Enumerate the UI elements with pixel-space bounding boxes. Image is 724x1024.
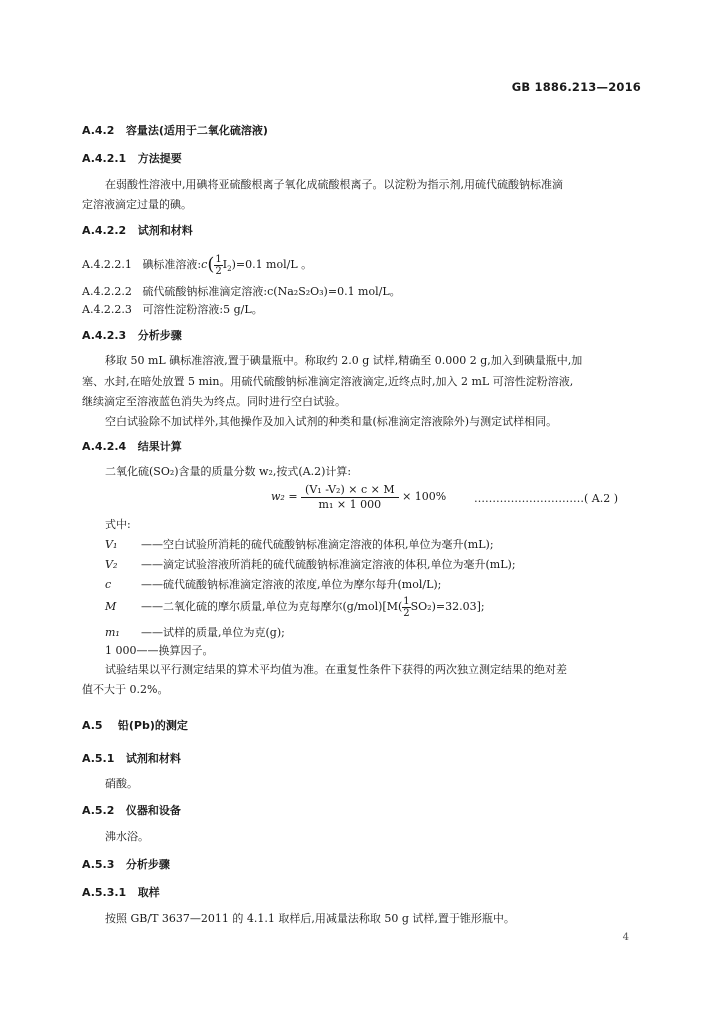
item-number: A.4.2.2.2	[82, 285, 132, 298]
fraction-denominator: 2	[215, 265, 222, 277]
section-number: A.4.2	[82, 124, 115, 137]
formula-tail: × 100%	[402, 490, 447, 503]
section-number: A.5.2	[82, 804, 115, 817]
paragraph-line: 值不大于 0.2%。	[82, 683, 169, 696]
section-number: A.4.2.3	[82, 329, 127, 342]
definition-symbol: 1 000	[105, 644, 137, 657]
section-title: 分析步骤	[137, 329, 182, 342]
definition-text: ——试样的质量,单位为克(g);	[141, 626, 285, 639]
paragraph-line: 定溶液滴定过量的碘。	[82, 198, 192, 211]
reagent-item-3	[82, 299, 263, 320]
section-a423-heading	[82, 327, 182, 343]
paragraph-line: 塞、水封,在暗处放置 5 min。用硫代硫酸钠标准滴定溶液滴定,近终点时,加入 2 mL 可溶性淀粉溶液,	[82, 375, 574, 388]
section-number: A.5	[82, 719, 103, 732]
section-title: 仪器和设备	[125, 804, 181, 817]
definition-symbol: V₂	[105, 558, 118, 571]
item-text: 硫代硫酸钠标准滴定溶液:c(Na₂S₂O₃)=0.1 mol/L。	[142, 285, 401, 298]
fraction	[402, 596, 410, 619]
definition-text: ——空白试验所消耗的硫代硫酸钠标准滴定溶液的体积,单位为毫升(mL);	[141, 538, 494, 551]
section-title: 取样	[137, 886, 160, 899]
paragraph-line: 空白试验除不加试样外,其他操作及加入试剂的种类和量(标准滴定溶液除外)与测定试样相同。	[105, 415, 558, 428]
standard-code: GB 1886.213—2016	[511, 80, 641, 94]
species: I	[222, 258, 228, 271]
definition-text: ——二氧化硫的摩尔质量,单位为克每摩尔(g/mol)[M(	[141, 600, 403, 613]
paragraph-line: 硝酸。	[105, 777, 138, 790]
page-number: 4	[622, 932, 629, 943]
definition-symbol: V₁	[105, 538, 118, 551]
paragraph-line: 按照 GB/T 3637—2011 的 4.1.1 取样后,用减量法称取 50 g 试样,置于锥形瓶中。	[105, 912, 515, 925]
definition-text: ——滴定试验溶液所消耗的硫代硫酸钠标准滴定溶液的体积,单位为毫升(mL);	[141, 558, 516, 571]
section-a531-heading	[82, 884, 160, 900]
formula-fraction	[301, 483, 399, 512]
reagent-item-1	[82, 250, 312, 284]
definition-tail: SO₂)=32.03];	[410, 600, 485, 613]
item-text: 可溶性淀粉溶液:5 g/L。	[142, 303, 263, 316]
paragraph-line: 沸水浴。	[105, 830, 149, 843]
section-title: 试剂和材料	[125, 752, 181, 765]
symbol-c: c	[201, 258, 208, 271]
section-a424-heading	[82, 438, 182, 454]
formula-numerator: (V₁ -V₂) × c × M	[301, 483, 399, 498]
section-title: 铅(Pb)的测定	[117, 719, 188, 732]
paragraph-line: 在弱酸性溶液中,用碘将亚硫酸根离子氧化成硫酸根离子。以淀粉为指示剂,用硫代硫酸钠标准滴	[105, 178, 563, 191]
section-a5-heading	[82, 717, 188, 733]
item-text-tail: )=0.1 mol/L 。	[231, 258, 313, 271]
where-label: 式中:	[105, 518, 131, 531]
definition-symbol: c	[105, 578, 112, 591]
definition-symbol: m₁	[105, 626, 120, 639]
definition-symbol: M	[105, 600, 117, 613]
section-number: A.4.2.4	[82, 440, 127, 453]
item-number: A.4.2.2.1	[82, 258, 132, 271]
definition-v2	[105, 554, 516, 575]
fraction-numerator: 1	[403, 595, 410, 607]
definition-v1	[105, 534, 494, 555]
section-number: A.5.3.1	[82, 886, 127, 899]
section-title: 试剂和材料	[137, 224, 193, 237]
section-number: A.4.2.1	[82, 152, 127, 165]
fraction	[214, 254, 222, 277]
species-subscript: 2	[227, 265, 232, 274]
fraction-denominator: 2	[403, 607, 410, 619]
section-number: A.5.1	[82, 752, 115, 765]
formula-a2	[271, 482, 446, 512]
section-a42-heading	[82, 122, 268, 138]
section-title: 结果计算	[137, 440, 182, 453]
paragraph-line: 移取 50 mL 碘标准溶液,置于碘量瓶中。称取约 2.0 g 试样,精确至 0.000 2 g,加入到碘量瓶中,加	[105, 354, 583, 367]
section-number: A.4.2.2	[82, 224, 127, 237]
section-title: 方法提要	[137, 152, 182, 165]
paragraph-line: 二氧化硫(SO₂)含量的质量分数 w₂,按式(A.2)计算:	[105, 465, 352, 478]
section-a421-heading	[82, 150, 182, 166]
section-a52-heading	[82, 802, 181, 818]
section-a53-heading	[82, 856, 170, 872]
section-a51-heading	[82, 750, 181, 766]
formula-reference: …………………………( A.2 )	[474, 492, 619, 505]
definition-text: ——硫代硫酸钠标准滴定溶液的浓度,单位为摩尔每升(mol/L);	[141, 578, 442, 591]
section-number: A.5.3	[82, 858, 115, 871]
definition-factor	[105, 640, 214, 661]
section-title: 容量法(适用于二氧化硫溶液)	[125, 124, 268, 137]
item-text: 碘标准溶液:	[142, 258, 202, 271]
paren-open: (	[207, 254, 215, 275]
section-a422-heading	[82, 222, 193, 238]
paragraph-line: 试验结果以平行测定结果的算术平均值为准。在重复性条件下获得的两次独立测定结果的绝对差	[105, 663, 567, 676]
formula-denominator: m₁ × 1 000	[318, 497, 382, 511]
formula-lhs: w₂ =	[271, 490, 298, 503]
fraction-numerator: 1	[215, 253, 222, 265]
definition-m-molar	[105, 592, 485, 622]
section-title: 分析步骤	[125, 858, 170, 871]
definition-text: ——换算因子。	[136, 644, 214, 657]
paragraph-line: 继续滴定至溶液蓝色消失为终点。同时进行空白试验。	[82, 395, 346, 408]
item-number: A.4.2.2.3	[82, 303, 132, 316]
